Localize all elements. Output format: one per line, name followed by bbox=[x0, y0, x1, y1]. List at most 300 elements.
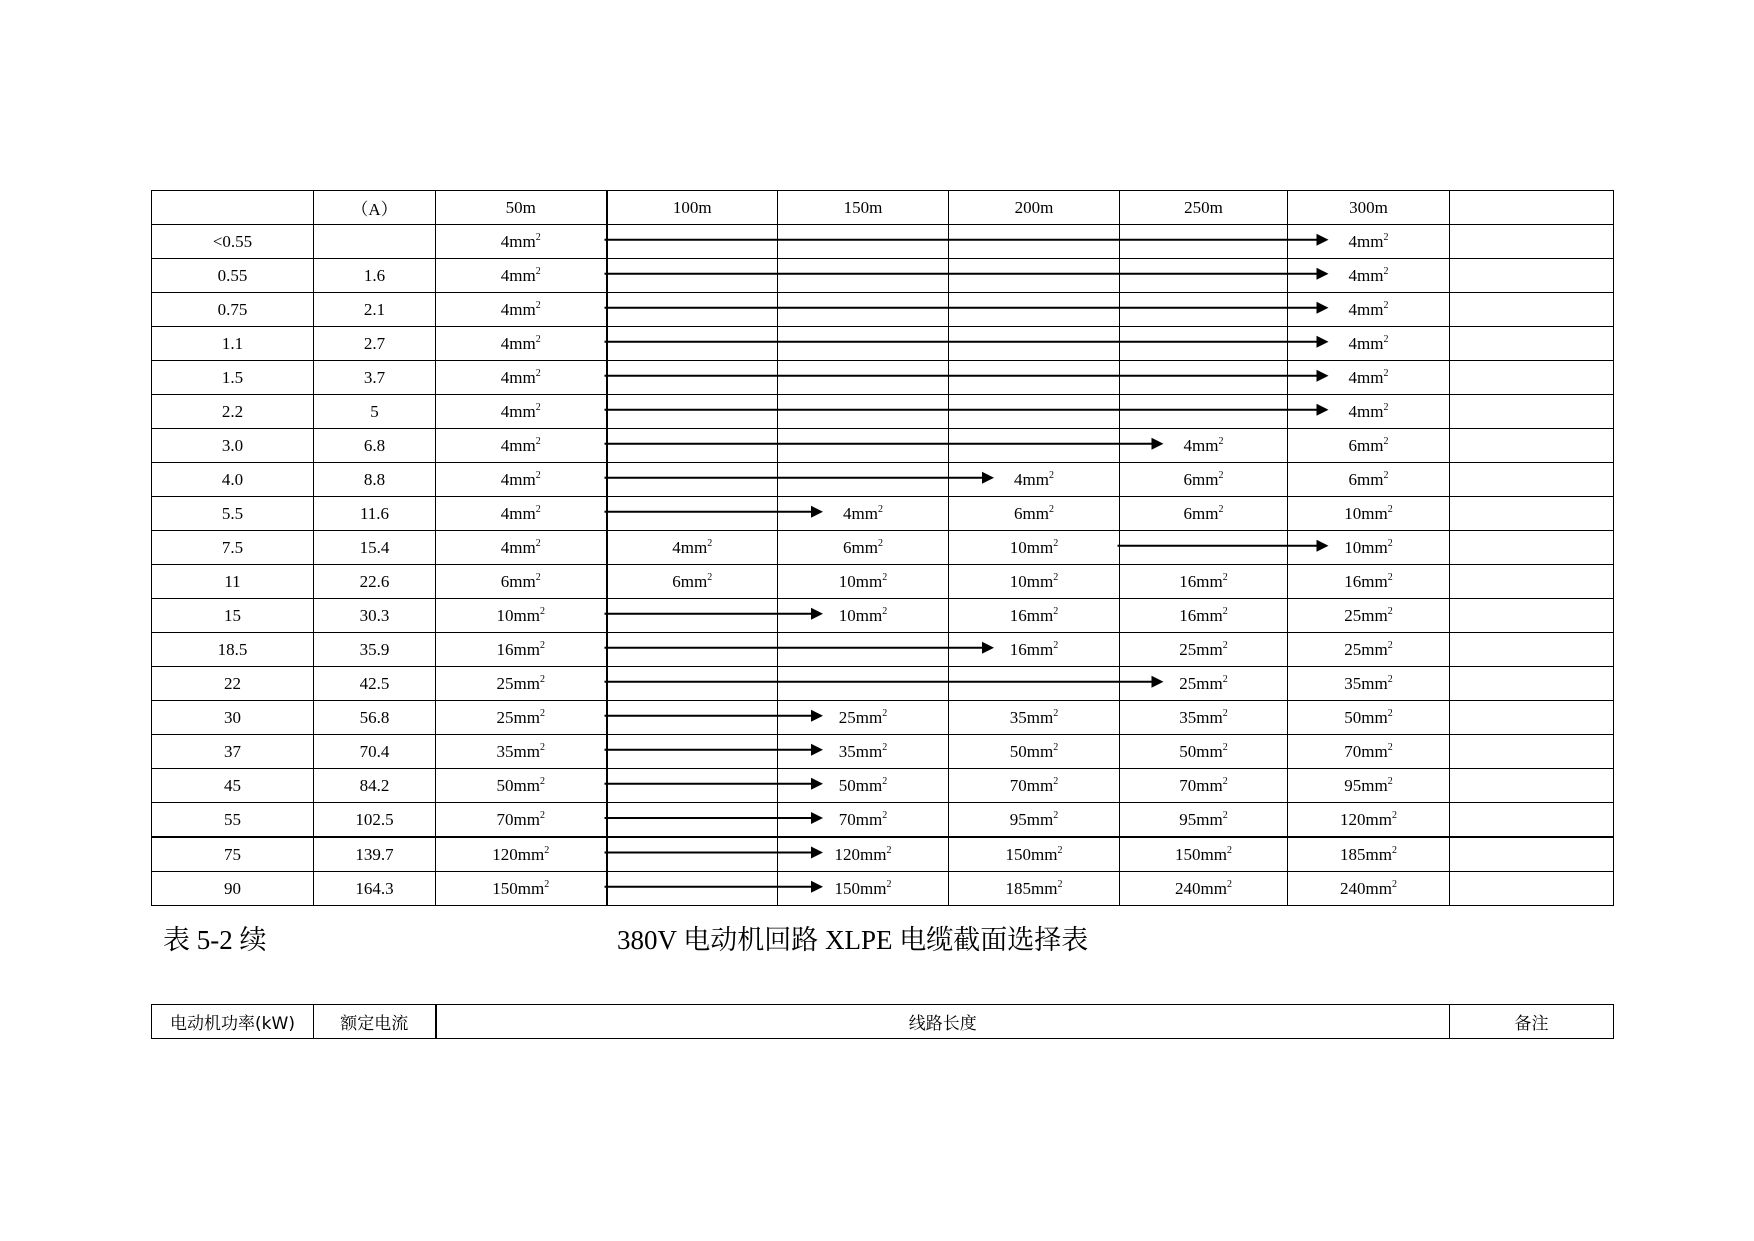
squared-superscript: 2 bbox=[707, 537, 713, 549]
squared-superscript: 2 bbox=[1387, 775, 1393, 787]
section-cell-50m bbox=[436, 259, 607, 293]
remark-cell bbox=[1450, 293, 1614, 327]
motor-power-cell: 22 bbox=[152, 667, 314, 701]
squared-superscript: 2 bbox=[886, 878, 892, 890]
remark-cell bbox=[1450, 633, 1614, 667]
cross-section-value: 16mm bbox=[1009, 605, 1054, 625]
header-cell-5: 200m bbox=[949, 191, 1120, 225]
header-cell-1: （A） bbox=[314, 191, 436, 225]
section-cell-50m bbox=[436, 361, 607, 395]
motor-power-cell: 90 bbox=[152, 872, 314, 906]
squared-superscript: 2 bbox=[1053, 809, 1059, 821]
rated-current-cell: 139.7 bbox=[314, 837, 436, 872]
remark-cell bbox=[1450, 565, 1614, 599]
section-cell-150m bbox=[778, 769, 949, 803]
section-cell-100m bbox=[607, 769, 778, 803]
cross-section-value: 10mm bbox=[838, 605, 883, 625]
cross-section-value: 25mm bbox=[1344, 605, 1388, 625]
cross-section-value: 50mm bbox=[838, 775, 883, 795]
squared-superscript: 2 bbox=[1222, 673, 1228, 685]
section-cell-100m bbox=[607, 667, 778, 701]
squared-superscript: 2 bbox=[1383, 435, 1389, 447]
cross-section-value: 25mm bbox=[496, 707, 540, 727]
section-cell-250m bbox=[1120, 872, 1288, 906]
cross-section-value: 10mm bbox=[1344, 537, 1388, 557]
cross-section-value: 120mm bbox=[1340, 809, 1392, 829]
section-cell-150m bbox=[778, 463, 949, 497]
motor-power-cell: 18.5 bbox=[152, 633, 314, 667]
section-cell-200m bbox=[949, 327, 1120, 361]
rated-current-cell: 2.1 bbox=[314, 293, 436, 327]
section-cell-300m bbox=[1288, 837, 1450, 872]
rated-current-cell: 6.8 bbox=[314, 429, 436, 463]
squared-superscript: 2 bbox=[535, 299, 541, 311]
section-cell-50m bbox=[436, 293, 607, 327]
squared-superscript: 2 bbox=[1222, 775, 1228, 787]
cross-section-value: 4mm bbox=[500, 503, 536, 523]
section-cell-150m bbox=[778, 633, 949, 667]
cross-section-value: 240mm bbox=[1340, 878, 1392, 898]
section-cell-50m bbox=[436, 225, 607, 259]
squared-superscript: 2 bbox=[535, 231, 541, 243]
header-cell-0 bbox=[152, 191, 314, 225]
rated-current-cell: 35.9 bbox=[314, 633, 436, 667]
section-cell-50m bbox=[436, 395, 607, 429]
header-cell-6: 250m bbox=[1120, 191, 1288, 225]
squared-superscript: 2 bbox=[1048, 503, 1054, 515]
section-cell-150m bbox=[778, 395, 949, 429]
header-motor-power: 电动机功率(kW) bbox=[152, 1005, 314, 1039]
header-cell-3: 100m bbox=[607, 191, 778, 225]
cross-section-value: 4mm bbox=[843, 503, 878, 523]
cross-section-value: 4mm bbox=[1348, 299, 1384, 319]
remark-cell bbox=[1450, 225, 1614, 259]
section-cell-100m bbox=[607, 395, 778, 429]
squared-superscript: 2 bbox=[882, 571, 888, 583]
cross-section-value: 4mm bbox=[1348, 367, 1384, 387]
cross-section-value: 4mm bbox=[500, 469, 536, 489]
cross-section-value: 4mm bbox=[1348, 333, 1384, 353]
squared-superscript: 2 bbox=[1218, 503, 1224, 515]
cross-section-value: 50mm bbox=[1009, 741, 1054, 761]
section-cell-250m bbox=[1120, 735, 1288, 769]
cross-section-value: 6mm bbox=[1014, 503, 1049, 523]
squared-superscript: 2 bbox=[1222, 639, 1228, 651]
squared-superscript: 2 bbox=[535, 367, 541, 379]
cross-section-value: 150mm bbox=[492, 878, 545, 898]
squared-superscript: 2 bbox=[882, 605, 888, 617]
cross-section-value: 10mm bbox=[838, 571, 883, 591]
table-row bbox=[152, 565, 1614, 599]
cross-section-value: 4mm bbox=[1014, 469, 1049, 489]
cross-section-value: 4mm bbox=[1348, 231, 1384, 251]
section-cell-150m bbox=[778, 735, 949, 769]
cross-section-value: 16mm bbox=[1344, 571, 1388, 591]
header-line-length: 线路长度 bbox=[436, 1005, 1450, 1039]
section-cell-150m bbox=[778, 497, 949, 531]
section-cell-50m bbox=[436, 463, 607, 497]
cross-section-value: 4mm bbox=[1348, 265, 1384, 285]
cross-section-value: 70mm bbox=[496, 809, 540, 829]
section-cell-150m bbox=[778, 429, 949, 463]
table-row bbox=[152, 429, 1614, 463]
section-cell-200m bbox=[949, 293, 1120, 327]
motor-power-cell: 0.55 bbox=[152, 259, 314, 293]
squared-superscript: 2 bbox=[1383, 333, 1389, 345]
rated-current-cell: 3.7 bbox=[314, 361, 436, 395]
section-cell-250m bbox=[1120, 395, 1288, 429]
squared-superscript: 2 bbox=[1218, 435, 1224, 447]
section-cell-50m bbox=[436, 803, 607, 838]
motor-power-cell: 55 bbox=[152, 803, 314, 838]
header-remark: 备注 bbox=[1450, 1005, 1614, 1039]
cross-section-value: 70mm bbox=[838, 809, 883, 829]
section-cell-100m bbox=[607, 872, 778, 906]
table-row bbox=[152, 259, 1614, 293]
rated-current-cell: 164.3 bbox=[314, 872, 436, 906]
section-cell-300m bbox=[1288, 531, 1450, 565]
squared-superscript: 2 bbox=[1222, 605, 1228, 617]
section-cell-300m bbox=[1288, 701, 1450, 735]
cross-section-value: 10mm bbox=[1009, 537, 1054, 557]
motor-power-cell: 4.0 bbox=[152, 463, 314, 497]
section-cell-100m bbox=[607, 225, 778, 259]
section-cell-100m bbox=[607, 463, 778, 497]
section-cell-250m bbox=[1120, 429, 1288, 463]
squared-superscript: 2 bbox=[1226, 878, 1232, 890]
squared-superscript: 2 bbox=[882, 775, 888, 787]
section-cell-150m bbox=[778, 837, 949, 872]
section-cell-150m bbox=[778, 667, 949, 701]
squared-superscript: 2 bbox=[1048, 469, 1054, 481]
squared-superscript: 2 bbox=[539, 707, 545, 719]
table-row bbox=[152, 599, 1614, 633]
table-number: 表 5-2 续 bbox=[163, 925, 267, 955]
section-cell-200m bbox=[949, 361, 1120, 395]
section-cell-100m bbox=[607, 293, 778, 327]
squared-superscript: 2 bbox=[1053, 775, 1059, 787]
cross-section-value: 25mm bbox=[838, 707, 883, 727]
cross-section-value: 6mm bbox=[843, 537, 878, 557]
squared-superscript: 2 bbox=[539, 775, 545, 787]
rated-current-cell: 102.5 bbox=[314, 803, 436, 838]
cross-section-value: 150mm bbox=[834, 878, 887, 898]
section-cell-200m bbox=[949, 497, 1120, 531]
cross-section-value: 4mm bbox=[500, 231, 536, 251]
squared-superscript: 2 bbox=[1053, 537, 1059, 549]
section-cell-200m bbox=[949, 837, 1120, 872]
cross-section-value: 50mm bbox=[1344, 707, 1388, 727]
cross-section-value: 6mm bbox=[1183, 469, 1219, 489]
remark-cell bbox=[1450, 837, 1614, 872]
squared-superscript: 2 bbox=[1057, 844, 1063, 856]
section-cell-100m bbox=[607, 531, 778, 565]
cross-section-value: 4mm bbox=[500, 367, 536, 387]
section-cell-50m bbox=[436, 531, 607, 565]
rated-current-cell: 8.8 bbox=[314, 463, 436, 497]
cross-section-value: 50mm bbox=[1179, 741, 1223, 761]
rated-current-cell: 1.6 bbox=[314, 259, 436, 293]
squared-superscript: 2 bbox=[882, 707, 888, 719]
table-row bbox=[152, 361, 1614, 395]
section-cell-200m bbox=[949, 803, 1120, 838]
column-header-table bbox=[151, 1004, 1614, 1039]
section-cell-250m bbox=[1120, 361, 1288, 395]
section-cell-200m bbox=[949, 701, 1120, 735]
cross-section-value: 25mm bbox=[1179, 673, 1223, 693]
header-cell-7: 300m bbox=[1288, 191, 1450, 225]
table-row bbox=[152, 225, 1614, 259]
cross-section-value: 70mm bbox=[1179, 775, 1223, 795]
cross-section-value: 95mm bbox=[1344, 775, 1388, 795]
squared-superscript: 2 bbox=[1053, 707, 1059, 719]
section-cell-200m bbox=[949, 429, 1120, 463]
section-cell-100m bbox=[607, 497, 778, 531]
squared-superscript: 2 bbox=[535, 571, 541, 583]
section-cell-200m bbox=[949, 531, 1120, 565]
rated-current-cell: 84.2 bbox=[314, 769, 436, 803]
section-cell-150m bbox=[778, 361, 949, 395]
header-row bbox=[152, 1005, 1614, 1039]
cross-section-value: 120mm bbox=[492, 844, 545, 864]
remark-cell bbox=[1450, 395, 1614, 429]
cross-section-value: 6mm bbox=[672, 571, 708, 591]
section-cell-100m bbox=[607, 429, 778, 463]
cross-section-value: 6mm bbox=[1183, 503, 1219, 523]
section-cell-250m bbox=[1120, 259, 1288, 293]
cross-section-value: 35mm bbox=[1344, 673, 1388, 693]
remark-cell bbox=[1450, 803, 1614, 838]
remark-cell bbox=[1450, 463, 1614, 497]
section-cell-300m bbox=[1288, 872, 1450, 906]
section-cell-250m bbox=[1120, 531, 1288, 565]
section-cell-300m bbox=[1288, 293, 1450, 327]
section-cell-50m bbox=[436, 872, 607, 906]
squared-superscript: 2 bbox=[886, 844, 892, 856]
squared-superscript: 2 bbox=[1387, 639, 1393, 651]
rated-current-cell: 56.8 bbox=[314, 701, 436, 735]
remark-cell bbox=[1450, 769, 1614, 803]
cross-section-value: 185mm bbox=[1005, 878, 1058, 898]
section-cell-200m bbox=[949, 225, 1120, 259]
squared-superscript: 2 bbox=[535, 401, 541, 413]
section-cell-200m bbox=[949, 735, 1120, 769]
squared-superscript: 2 bbox=[1057, 878, 1063, 890]
squared-superscript: 2 bbox=[877, 503, 883, 515]
section-cell-100m bbox=[607, 361, 778, 395]
table-row bbox=[152, 395, 1614, 429]
section-cell-150m bbox=[778, 872, 949, 906]
table-row bbox=[152, 463, 1614, 497]
section-cell-200m bbox=[949, 769, 1120, 803]
section-cell-100m bbox=[607, 837, 778, 872]
section-cell-250m bbox=[1120, 803, 1288, 838]
section-cell-300m bbox=[1288, 803, 1450, 838]
squared-superscript: 2 bbox=[1383, 265, 1389, 277]
cross-section-value: 4mm bbox=[500, 333, 536, 353]
squared-superscript: 2 bbox=[1387, 503, 1393, 515]
squared-superscript: 2 bbox=[535, 537, 541, 549]
squared-superscript: 2 bbox=[1383, 469, 1389, 481]
remark-cell bbox=[1450, 667, 1614, 701]
motor-power-cell: 15 bbox=[152, 599, 314, 633]
section-cell-100m bbox=[607, 735, 778, 769]
section-cell-250m bbox=[1120, 667, 1288, 701]
motor-power-cell: <0.55 bbox=[152, 225, 314, 259]
section-cell-300m bbox=[1288, 565, 1450, 599]
section-cell-50m bbox=[436, 837, 607, 872]
section-cell-300m bbox=[1288, 633, 1450, 667]
cross-section-value: 16mm bbox=[1179, 605, 1223, 625]
cross-section-value: 16mm bbox=[496, 639, 540, 659]
section-cell-200m bbox=[949, 463, 1120, 497]
cross-section-value: 150mm bbox=[1175, 844, 1227, 864]
squared-superscript: 2 bbox=[1391, 844, 1397, 856]
section-cell-150m bbox=[778, 327, 949, 361]
remark-cell bbox=[1450, 701, 1614, 735]
section-cell-100m bbox=[607, 327, 778, 361]
section-cell-100m bbox=[607, 599, 778, 633]
cross-section-value: 16mm bbox=[1009, 639, 1054, 659]
squared-superscript: 2 bbox=[1387, 537, 1393, 549]
cross-section-value: 35mm bbox=[1179, 707, 1223, 727]
squared-superscript: 2 bbox=[1387, 707, 1393, 719]
remark-cell bbox=[1450, 599, 1614, 633]
section-cell-300m bbox=[1288, 259, 1450, 293]
squared-superscript: 2 bbox=[1387, 605, 1393, 617]
section-cell-250m bbox=[1120, 769, 1288, 803]
squared-superscript: 2 bbox=[1053, 571, 1059, 583]
cross-section-value: 25mm bbox=[496, 673, 540, 693]
cross-section-value: 35mm bbox=[1009, 707, 1054, 727]
section-cell-250m bbox=[1120, 837, 1288, 872]
rated-current-cell: 30.3 bbox=[314, 599, 436, 633]
section-cell-200m bbox=[949, 395, 1120, 429]
section-cell-50m bbox=[436, 667, 607, 701]
cross-section-value: 95mm bbox=[1179, 809, 1223, 829]
squared-superscript: 2 bbox=[1222, 809, 1228, 821]
table-row bbox=[152, 701, 1614, 735]
squared-superscript: 2 bbox=[544, 844, 550, 856]
squared-superscript: 2 bbox=[539, 605, 545, 617]
squared-superscript: 2 bbox=[1387, 673, 1393, 685]
table-row bbox=[152, 293, 1614, 327]
motor-power-cell: 1.5 bbox=[152, 361, 314, 395]
rated-current-cell bbox=[314, 225, 436, 259]
cross-section-value: 35mm bbox=[838, 741, 883, 761]
table-row bbox=[152, 735, 1614, 769]
section-cell-100m bbox=[607, 803, 778, 838]
remark-cell bbox=[1450, 735, 1614, 769]
cross-section-value: 120mm bbox=[834, 844, 887, 864]
rated-current-cell: 5 bbox=[314, 395, 436, 429]
remark-cell bbox=[1450, 429, 1614, 463]
remark-cell bbox=[1450, 872, 1614, 906]
section-cell-100m bbox=[607, 633, 778, 667]
section-cell-250m bbox=[1120, 565, 1288, 599]
section-cell-250m bbox=[1120, 327, 1288, 361]
header-cell-2: 50m bbox=[436, 191, 607, 225]
rated-current-cell: 22.6 bbox=[314, 565, 436, 599]
section-cell-250m bbox=[1120, 463, 1288, 497]
section-cell-150m bbox=[778, 259, 949, 293]
motor-power-cell: 0.75 bbox=[152, 293, 314, 327]
section-cell-300m bbox=[1288, 395, 1450, 429]
section-cell-150m bbox=[778, 531, 949, 565]
table-row bbox=[152, 497, 1614, 531]
squared-superscript: 2 bbox=[1053, 741, 1059, 753]
section-cell-300m bbox=[1288, 769, 1450, 803]
section-cell-100m bbox=[607, 565, 778, 599]
section-cell-250m bbox=[1120, 293, 1288, 327]
section-cell-150m bbox=[778, 293, 949, 327]
section-cell-100m bbox=[607, 259, 778, 293]
squared-superscript: 2 bbox=[1391, 809, 1397, 821]
cross-section-value: 185mm bbox=[1340, 844, 1392, 864]
section-cell-250m bbox=[1120, 633, 1288, 667]
cross-section-value: 4mm bbox=[500, 401, 536, 421]
section-cell-200m bbox=[949, 599, 1120, 633]
section-cell-150m bbox=[778, 225, 949, 259]
section-cell-50m bbox=[436, 497, 607, 531]
header-cell-8 bbox=[1450, 191, 1614, 225]
section-cell-50m bbox=[436, 327, 607, 361]
motor-power-cell: 3.0 bbox=[152, 429, 314, 463]
section-cell-50m bbox=[436, 565, 607, 599]
section-cell-150m bbox=[778, 565, 949, 599]
section-cell-300m bbox=[1288, 327, 1450, 361]
cable-selection-table bbox=[151, 190, 1614, 906]
table-row bbox=[152, 327, 1614, 361]
squared-superscript: 2 bbox=[539, 639, 545, 651]
cross-section-value: 4mm bbox=[500, 265, 536, 285]
remark-cell bbox=[1450, 259, 1614, 293]
section-cell-50m bbox=[436, 633, 607, 667]
cross-section-value: 50mm bbox=[496, 775, 540, 795]
squared-superscript: 2 bbox=[535, 435, 541, 447]
section-cell-50m bbox=[436, 735, 607, 769]
cross-section-value: 4mm bbox=[500, 435, 536, 455]
table-title: 380V 电动机回路 XLPE 电缆截面选择表 bbox=[617, 925, 1089, 955]
squared-superscript: 2 bbox=[535, 503, 541, 515]
squared-superscript: 2 bbox=[1383, 299, 1389, 311]
section-cell-50m bbox=[436, 701, 607, 735]
motor-power-cell: 7.5 bbox=[152, 531, 314, 565]
rated-current-cell: 11.6 bbox=[314, 497, 436, 531]
cross-section-value: 95mm bbox=[1009, 809, 1054, 829]
section-cell-300m bbox=[1288, 225, 1450, 259]
squared-superscript: 2 bbox=[1383, 401, 1389, 413]
table-row bbox=[152, 837, 1614, 872]
squared-superscript: 2 bbox=[1387, 571, 1393, 583]
squared-superscript: 2 bbox=[539, 809, 545, 821]
section-cell-300m bbox=[1288, 599, 1450, 633]
cross-section-value: 10mm bbox=[1009, 571, 1054, 591]
rated-current-cell: 42.5 bbox=[314, 667, 436, 701]
section-cell-300m bbox=[1288, 497, 1450, 531]
squared-superscript: 2 bbox=[1222, 571, 1228, 583]
table-row bbox=[152, 633, 1614, 667]
section-cell-200m bbox=[949, 667, 1120, 701]
section-cell-150m bbox=[778, 701, 949, 735]
section-cell-200m bbox=[949, 259, 1120, 293]
rated-current-cell: 70.4 bbox=[314, 735, 436, 769]
table-row bbox=[152, 872, 1614, 906]
cross-section-value: 4mm bbox=[672, 537, 708, 557]
squared-superscript: 2 bbox=[539, 673, 545, 685]
squared-superscript: 2 bbox=[539, 741, 545, 753]
cross-section-value: 6mm bbox=[1348, 435, 1384, 455]
